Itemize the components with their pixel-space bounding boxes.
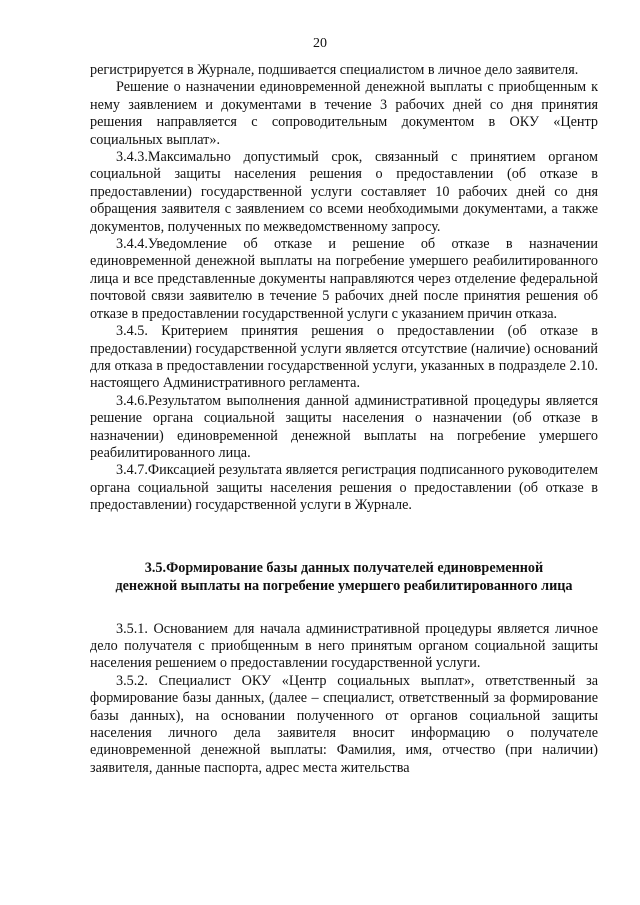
paragraph-3-4-6: 3.4.6.Результатом выполнения данной административной процедуры является решение органа социальной защиты населения о назначении (об отказе в назначении) единовременной денежной выплаты на погребение умершего реабилитированного лица. [90, 392, 598, 461]
section-heading-line-2: денежной выплаты на погребение умершего реабилитированного лица [115, 577, 573, 594]
section-heading [90, 559, 598, 595]
section-heading-line-1: 3.5.Формирование базы данных получателей единовременной [144, 559, 544, 576]
section-spacer [90, 515, 598, 559]
paragraph-3-4-7: 3.4.7.Фиксацией результата является регистрация подписанного руководителем органа социальной защиты населения решения о предоставлении (об отказе в предоставлении) государственной услуги в Журнале. [90, 462, 598, 514]
paragraph-decision-forwarding: Решение о назначении единовременной денежной выплаты с приобщенным к нему заявлением и документами в течение 3 рабочих дней со дня принятия решения направляется с сопроводительным документом в ОКУ «Центр социальных выплат». [90, 79, 598, 148]
paragraph-continuation: регистрируется в Журнале, подшивается специалистом в личное дело заявителя. [90, 62, 579, 78]
paragraph-3-5-2: 3.5.2. Специалист ОКУ «Центр социальных выплат», ответственный за формирование базы данных, (далее – специалист, ответственный за формирование базы данных), на основании полученного от органов социальной защиты населения личного дела заявителя вносит информацию о получателе единовременной денежной выплаты: Фамилия, имя, отчество (при наличии) заявителя, данные паспорта, адрес места жительства [90, 672, 598, 776]
page-number: 20 [313, 36, 327, 51]
paragraph-3-5-1: 3.5.1. Основанием для начала административной процедуры является личное дело получателя с приобщенным в него принятым органом социальной защиты населения решением о предоставлении государственной услуги. [90, 620, 598, 672]
heading-spacer [90, 595, 598, 621]
paragraph-3-4-3: 3.4.3.Максимально допустимый срок, связанный с принятием органом социальной защиты населения решения о предоставлении (об отказе в предоставлении) государственной услуги составляет 10 рабочих дней со дня обращения заявителя с заявлением со всеми необходимыми документами, а также документов, полученных по межведомственному запросу. [90, 149, 598, 235]
document-body [90, 62, 598, 777]
paragraph-3-4-5: 3.4.5. Критерием принятия решения о предоставлении (об отказе в предоставлении) государственной услуги является отсутствие (наличие) оснований для отказа в предоставлении государственной услуги, указанных в подразделе 2.10. настоящего Административного регламента. [90, 323, 598, 392]
paragraph-3-4-4: 3.4.4.Уведомление об отказе и решение об отказе в назначении единовременной денежной выплаты на погребение умершего реабилитированного лица и все представленные документы направляются через отделение федеральной почтовой связи заявителю в течение 5 рабочих дней после принятия решения об отказе в предоставлении государственной услуги с указанием причин отказа. [90, 236, 598, 322]
